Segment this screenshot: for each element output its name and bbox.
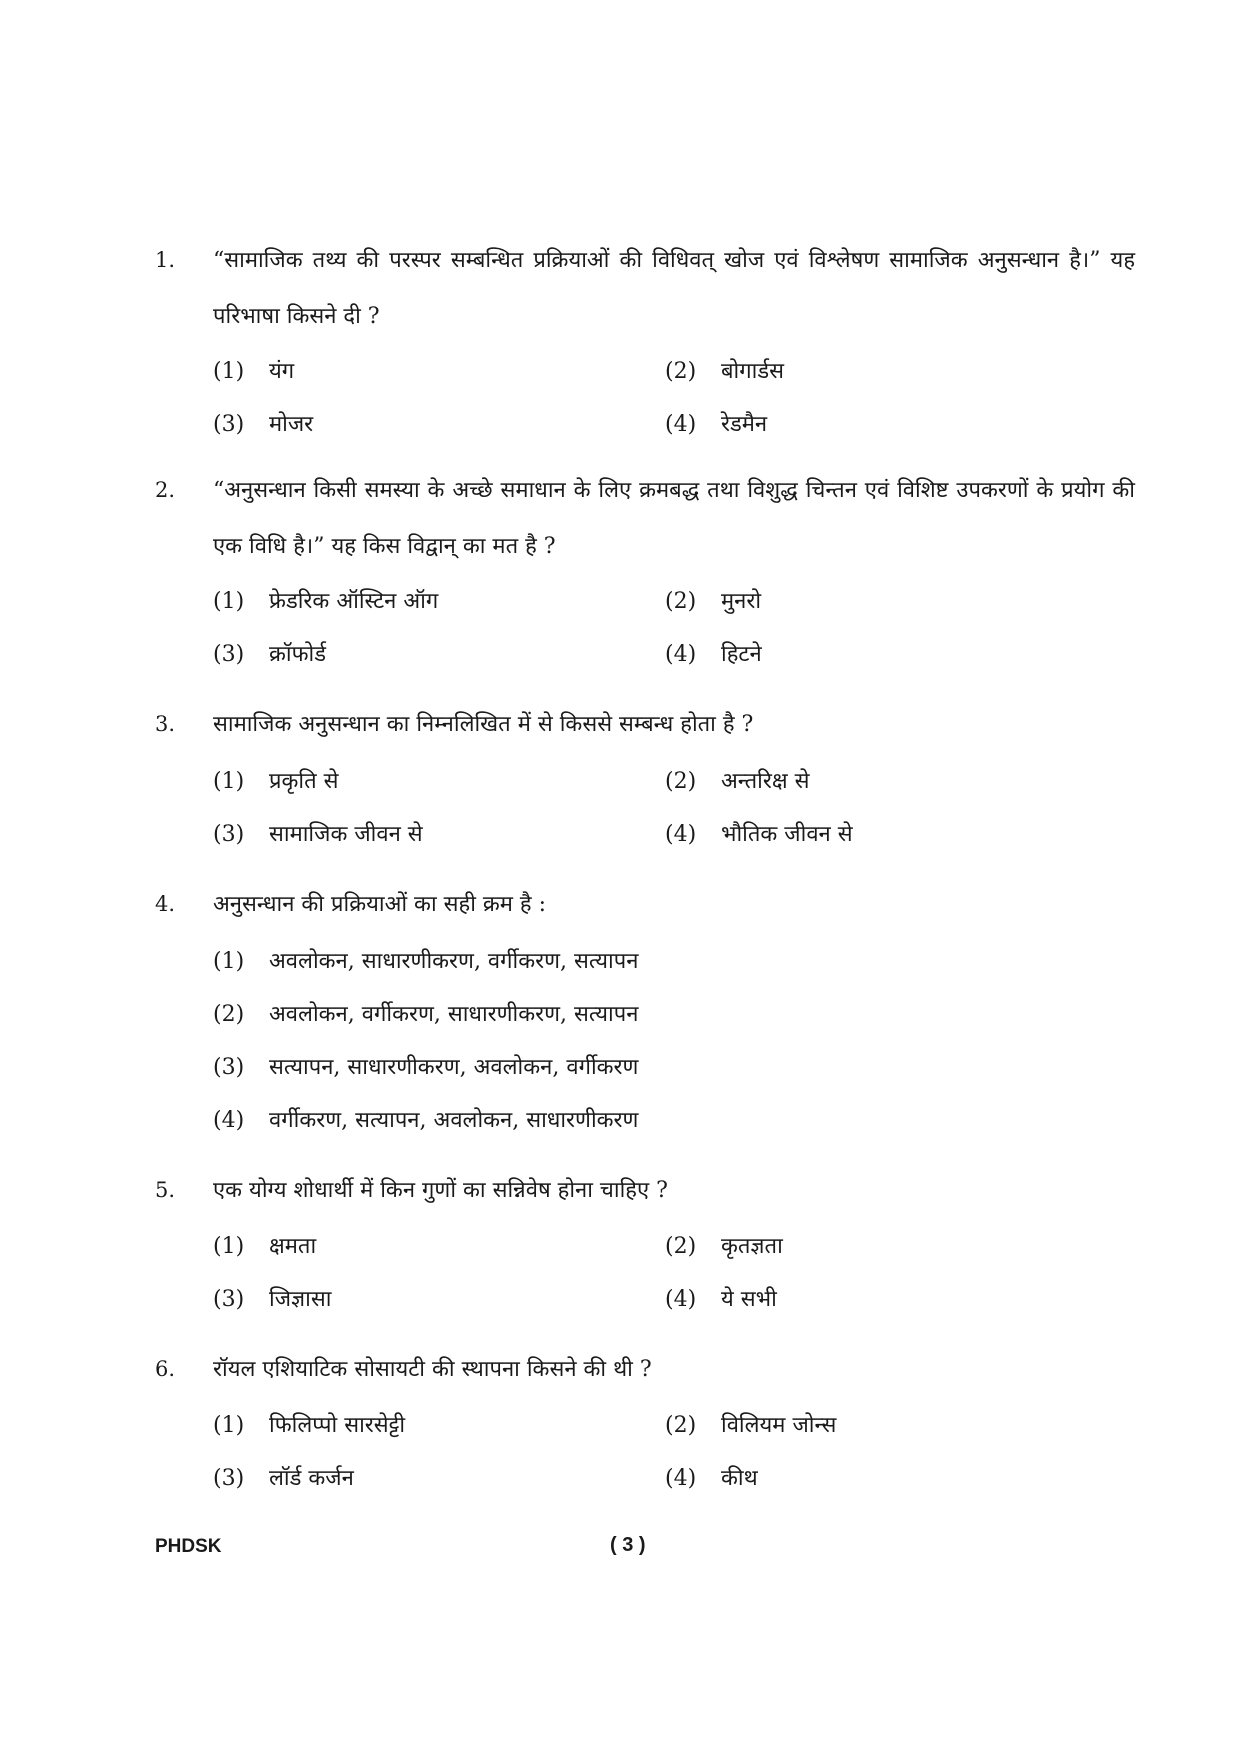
option-text: अन्तरिक्ष से [721,769,810,794]
option-2 [213,998,638,1028]
option-4 [665,1283,777,1313]
question-number: 6. [155,1357,176,1381]
option-number: (2) [665,359,697,384]
option-3 [213,1283,331,1313]
option-number: (2) [665,1413,697,1438]
option-1 [213,1409,405,1439]
question-text: “अनुसन्धान किसी समस्या के अच्छे समाधान के लिए क्रमबद्ध तथा विशुद्ध चिन्तन एवं विशिष्ट उपकरणों के प्रयोग की एक विधि है।” यह किस विद्वान् का मत है ? [213,478,1135,559]
option-text: सत्यापन, साधारणीकरण, अवलोकन, वर्गीकरण [269,1055,639,1080]
option-number: (1) [213,1234,245,1259]
option-text: यंग [269,359,295,384]
option-number: (2) [665,769,697,794]
option-text: मोजर [269,412,314,437]
option-text: अवलोकन, वर्गीकरण, साधारणीकरण, सत्यापन [269,1002,639,1027]
option-2 [665,1409,836,1439]
option-number: (4) [665,1287,697,1312]
option-text: प्रकृति से [269,769,339,794]
question-number: 5. [155,1178,176,1202]
question-number: 2. [155,478,176,502]
option-text: वर्गीकरण, सत्यापन, अवलोकन, साधारणीकरण [269,1108,639,1133]
question-number: 3. [155,712,176,736]
page-number: ( 3 ) [610,1534,646,1556]
option-text: ये सभी [721,1287,777,1312]
option-4 [665,818,853,848]
option-number: (2) [665,589,697,614]
question-text: एक योग्य शोधार्थी में किन गुणों का सन्निवेष होना चाहिए ? [213,1178,668,1203]
option-2 [665,1230,783,1260]
option-text: रेडमैन [721,412,768,437]
option-number: (4) [665,822,697,847]
option-number: (4) [665,1466,697,1491]
option-3 [213,408,313,438]
option-text: कृतज्ञता [721,1234,783,1259]
question-text: “सामाजिक तथ्य की परस्पर सम्बन्धित प्रक्रियाओं की विधिवत् खोज एवं विश्लेषण सामाजिक अनुसन्धान है।” यह परिभाषा किसने दी ? [213,248,1135,329]
question-number: 4. [155,892,176,916]
option-text: जिज्ञासा [269,1287,332,1312]
option-number: (2) [213,1002,245,1027]
option-2 [665,355,784,385]
option-1 [213,355,294,385]
option-3 [213,818,423,848]
option-2 [665,585,761,615]
question-text: अनुसन्धान की प्रक्रियाओं का सही क्रम है : [213,892,547,917]
option-number: (1) [213,949,245,974]
option-number: (3) [213,1466,245,1491]
option-number: (2) [665,1234,697,1259]
option-number: (1) [213,589,245,614]
option-4 [213,1104,638,1134]
option-1 [213,1230,316,1260]
option-1 [213,765,339,795]
option-2 [665,765,809,795]
option-number: (4) [213,1108,245,1133]
option-text: लॉर्ड कर्जन [269,1466,354,1491]
option-number: (3) [213,1287,245,1312]
option-4 [665,408,767,438]
option-number: (3) [213,412,245,437]
option-number: (1) [213,1413,245,1438]
option-text: मुनरो [721,589,762,614]
option-3 [213,638,326,668]
booklet-code: PHDSK [155,1536,222,1557]
option-text: फ्रेडरिक ऑस्टिन ऑग [269,589,439,614]
option-1 [213,585,438,615]
option-3 [213,1462,354,1492]
option-text: क्षमता [269,1234,317,1259]
option-number: (3) [213,822,245,847]
question-text: सामाजिक अनुसन्धान का निम्नलिखित में से किससे सम्बन्ध होता है ? [213,712,754,737]
option-text: विलियम जोन्स [721,1413,837,1438]
option-number: (4) [665,642,697,667]
option-number: (3) [213,1055,245,1080]
option-3 [213,1051,638,1081]
option-text: सामाजिक जीवन से [269,822,423,847]
option-text: क्रॉफोर्ड [269,642,327,667]
option-4 [665,1462,758,1492]
option-number: (4) [665,412,697,437]
option-text: अवलोकन, साधारणीकरण, वर्गीकरण, सत्यापन [269,949,639,974]
question-number: 1. [155,248,176,272]
option-text: कीथ [721,1466,758,1491]
option-text: फिलिप्पो सारसेट्टी [269,1413,406,1438]
option-number: (1) [213,359,245,384]
option-1 [213,945,638,975]
option-number: (3) [213,642,245,667]
question-text: रॉयल एशियाटिक सोसायटी की स्थापना किसने की थी ? [213,1357,652,1382]
option-number: (1) [213,769,245,794]
option-text: भौतिक जीवन से [721,822,853,847]
option-text: बोगार्डस [721,359,784,384]
option-text: हिटने [721,642,762,667]
option-4 [665,638,762,668]
